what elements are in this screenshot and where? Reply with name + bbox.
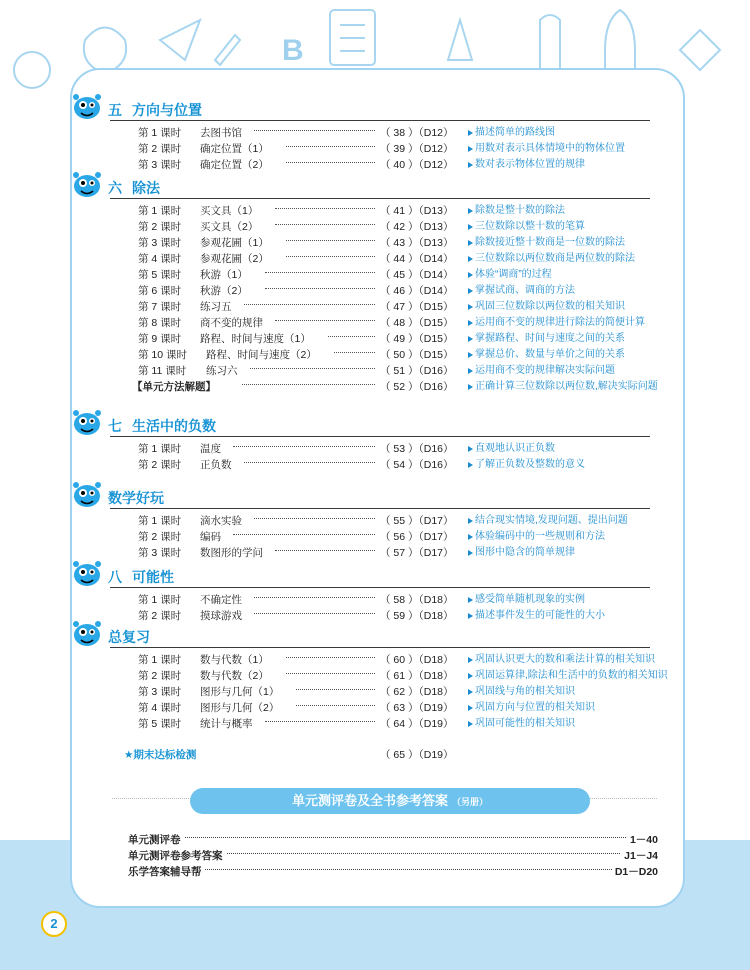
rabbit-monster-icon [70, 408, 104, 438]
lesson-description: 巩固线与角的相关知识 [475, 686, 575, 697]
triangle-arrow-icon [468, 597, 473, 603]
lesson-topic: 商不变的规律 [200, 317, 263, 329]
brain-icon [14, 52, 50, 88]
lesson-topic: 参观花圃（1） [200, 237, 269, 249]
lesson-topic: 练习五 [200, 301, 232, 313]
section-divider [110, 436, 650, 438]
lesson-description: 图形中隐含的简单规律 [475, 547, 575, 558]
leader-dots [275, 208, 375, 209]
toc-row[interactable] [72, 267, 687, 283]
lesson-description: 正确计算三位数除以两位数,解决实际问题 [475, 381, 658, 392]
triangle-arrow-icon [468, 721, 473, 727]
lesson-number: 第 6 课时 [138, 285, 182, 297]
lesson-description: 了解正负数及整数的意义 [475, 459, 585, 470]
lesson-description: 运用商不变的规律进行除法的简便计算 [475, 317, 645, 328]
section-title-text: 方向与位置 [132, 102, 202, 118]
lesson-description: 描述事件发生的可能性的大小 [475, 610, 605, 621]
page-reference: （ 46 ）（D14） [380, 285, 454, 297]
lesson-description: 三位数除以两位数商是两位数的除法 [475, 253, 635, 264]
lesson-description: 体验编码中的一些规则和方法 [475, 531, 605, 542]
lesson-topic: 图形与几何（2） [200, 702, 280, 714]
section-number: 七 [108, 418, 122, 434]
toc-row[interactable] [72, 529, 687, 545]
section-divider [110, 120, 650, 122]
lesson-description: 巩固方向与位置的相关知识 [475, 702, 595, 713]
contents-card [70, 68, 685, 908]
lesson-topic: 滴水实验 [200, 515, 242, 527]
lesson-topic: 参观花圃（2） [200, 253, 269, 265]
pencil-icon [448, 20, 472, 60]
page-reference: （ 53 ）（D16） [380, 443, 454, 455]
reference-pages: D1－D20 [612, 864, 658, 880]
ruler-icon [540, 15, 560, 70]
lesson-description: 巩固可能性的相关知识 [475, 718, 575, 729]
lesson-topic: 确定位置（2） [200, 159, 269, 171]
triangle-arrow-icon [468, 368, 473, 374]
toc-row[interactable] [72, 700, 687, 716]
page-reference: （ 61 ）（D18） [380, 670, 454, 682]
reference-row[interactable] [128, 864, 658, 880]
lesson-topic: 秋游（2） [200, 285, 248, 297]
toc-row[interactable] [72, 219, 687, 235]
triangle-arrow-icon [468, 518, 473, 524]
tentacle-monster-icon [70, 619, 104, 649]
lesson-number: 第 8 课时 [138, 317, 182, 329]
section-divider [110, 587, 650, 589]
leader-dots [296, 689, 375, 690]
lesson-number: 第 2 课时 [138, 531, 182, 543]
arrow-icon [215, 35, 240, 65]
horned-monster-icon [70, 170, 104, 200]
lesson-topic: 买文具（2） [200, 221, 259, 233]
lesson-topic: 数图形的学问 [200, 547, 263, 559]
final-test-label: ★期末达标检测 [124, 749, 197, 761]
paper-plane-icon [160, 20, 200, 60]
triangle-arrow-icon [468, 657, 473, 663]
cyclops-monster-icon [70, 480, 104, 510]
section-number: 五 [108, 102, 122, 118]
triangle-arrow-icon [468, 146, 473, 152]
leader-dots [233, 446, 375, 447]
toc-row[interactable] [72, 592, 687, 608]
lesson-number: 第 2 课时 [138, 610, 182, 622]
toc-row[interactable] [72, 608, 687, 624]
lesson-description: 结合现实情境,发现问题、提出问题 [475, 515, 628, 526]
leader-dots [265, 721, 376, 722]
page-reference: （ 62 ）（D18） [380, 686, 454, 698]
triangle-arrow-icon [468, 320, 473, 326]
section-title-text: 除法 [132, 180, 160, 196]
page-reference: （ 42 ）（D13） [380, 221, 454, 233]
triangle-arrow-icon [468, 208, 473, 214]
leader-dots [250, 368, 376, 369]
lesson-number: 第 4 课时 [138, 253, 182, 265]
lesson-number: 第 3 课时 [138, 159, 182, 171]
page-reference: （ 44 ）（D14） [380, 253, 454, 265]
lesson-description: 描述简单的路线图 [475, 127, 555, 138]
leader-dots [265, 288, 376, 289]
page-reference: （ 51 ）（D16） [380, 365, 454, 377]
toc-row[interactable] [72, 668, 687, 684]
triangle-arrow-icon [468, 534, 473, 540]
lesson-description: 数对表示物体位置的规律 [475, 159, 585, 170]
section-title-text: 数学好玩 [108, 490, 164, 506]
triangle-arrow-icon [468, 240, 473, 246]
section-title-text: 生活中的负数 [132, 418, 216, 434]
lesson-number: 第 2 课时 [138, 143, 182, 155]
lesson-description: 直观地认识正负数 [475, 443, 555, 454]
leader-dots [334, 352, 376, 353]
page-number: 2 [41, 911, 67, 937]
toc-row[interactable] [72, 203, 687, 219]
blob-monster-icon [70, 92, 104, 122]
leader-dots [233, 534, 375, 535]
lesson-description: 感受简单随机现象的实例 [475, 594, 585, 605]
leader-dots [244, 304, 376, 305]
reference-row[interactable] [128, 848, 658, 864]
section-divider [110, 508, 650, 510]
lesson-topic: 编码 [200, 531, 221, 543]
lesson-number: 第 5 课时 [138, 269, 182, 281]
lesson-topic: 确定位置（1） [200, 143, 269, 155]
lesson-number: 第 1 课时 [138, 205, 182, 217]
lesson-number: 第 1 课时 [138, 443, 182, 455]
toc-row[interactable] [72, 545, 687, 561]
page-reference: （ 39 ）（D12） [380, 143, 454, 155]
section-divider [110, 198, 650, 200]
reference-pages: J1－J4 [621, 848, 658, 864]
lesson-number: 第 1 课时 [138, 594, 182, 606]
leader-dots [286, 673, 376, 674]
section-title[interactable] [108, 416, 216, 436]
lesson-number: 第 1 课时 [138, 515, 182, 527]
lesson-topic: 去图书馆 [200, 127, 242, 139]
triangle-arrow-icon [468, 613, 473, 619]
reference-label: 单元测评卷 [128, 832, 184, 848]
lesson-number: 第 3 课时 [138, 547, 182, 559]
lesson-number: 第 1 课时 [138, 654, 182, 666]
triangle-arrow-icon [468, 162, 473, 168]
section-title-text: 可能性 [132, 569, 174, 585]
lesson-topic: 路程、时间与速度（2） [206, 349, 317, 361]
leader-dots [275, 550, 375, 551]
lesson-topic: 不确定性 [200, 594, 242, 606]
lesson-number: 第 2 课时 [138, 221, 182, 233]
rocket-icon [605, 10, 635, 75]
page-reference: （ 55 ）（D17） [380, 515, 454, 527]
page-reference: （ 41 ）（D13） [380, 205, 454, 217]
lesson-description: 掌握试商、调商的方法 [475, 285, 575, 296]
triangle-arrow-icon [468, 705, 473, 711]
lesson-number: 第 3 课时 [138, 686, 182, 698]
section-title-text: 总复习 [108, 629, 150, 645]
lesson-topic: 买文具（1） [200, 205, 259, 217]
lesson-topic: 练习六 [206, 365, 238, 377]
lesson-description: 掌握总价、数量与单价之间的关系 [475, 349, 625, 360]
lesson-description: 巩固认识更大的数和乘法计算的相关知识 [475, 654, 655, 665]
lesson-number: 第 11 课时 [138, 365, 187, 377]
page-reference: （ 49 ）（D15） [380, 333, 454, 345]
section-title[interactable] [108, 567, 174, 587]
page-reference: （ 63 ）（D19） [380, 702, 454, 714]
section-number: 六 [108, 180, 122, 196]
toc-row[interactable] [72, 513, 687, 529]
section-number: 八 [108, 569, 122, 585]
leader-dots [254, 613, 375, 614]
page-reference: （ 40 ）（D12） [380, 159, 454, 171]
triangle-arrow-icon [468, 130, 473, 136]
final-test-page: （ 65 ）（D19） [380, 749, 454, 761]
section-title[interactable] [108, 100, 202, 120]
lesson-topic: 图形与几何（1） [200, 686, 280, 698]
toc-row[interactable] [72, 251, 687, 267]
lesson-number: 第 1 课时 [138, 127, 182, 139]
leader-dots [275, 320, 375, 321]
leader-dots [286, 657, 376, 658]
lesson-description: 用数对表示具体情境中的物体位置 [475, 143, 625, 154]
lesson-topic: 正负数 [200, 459, 232, 471]
page-reference: （ 60 ）（D18） [380, 654, 454, 666]
lesson-number: 第 2 课时 [138, 459, 182, 471]
toc-row[interactable] [72, 125, 687, 141]
section-title[interactable] [108, 488, 164, 508]
page-reference: （ 47 ）（D15） [380, 301, 454, 313]
page-reference: （ 45 ）（D14） [380, 269, 454, 281]
page-reference: （ 56 ）（D17） [380, 531, 454, 543]
page-reference: （ 64 ）（D19） [380, 718, 454, 730]
triangle-arrow-icon [468, 336, 473, 342]
page-reference: （ 48 ）（D15） [380, 317, 454, 329]
diamond-icon [680, 30, 720, 70]
leader-dots [265, 272, 376, 273]
leader-dots [286, 146, 376, 147]
toc-row[interactable] [72, 716, 687, 732]
reference-row[interactable] [128, 832, 658, 848]
lesson-description: 三位数除以整十数的笔算 [475, 221, 585, 232]
triangle-arrow-icon [468, 462, 473, 468]
toc-row[interactable] [72, 283, 687, 299]
lesson-description: 掌握路程、时间与速度之间的关系 [475, 333, 625, 344]
doodle-letter-b: B [282, 34, 304, 67]
lesson-number: 第 4 课时 [138, 702, 182, 714]
lesson-number: 第 10 课时 [138, 349, 188, 361]
page-reference: （ 43 ）（D13） [380, 237, 454, 249]
lesson-number: 第 9 课时 [138, 333, 182, 345]
page-reference: （ 58 ）（D18） [380, 594, 454, 606]
toc-row[interactable] [72, 347, 687, 363]
lesson-number: 【单元方法解题】 [132, 381, 216, 393]
leader-dots [286, 256, 376, 257]
page-reference: （ 38 ）（D12） [380, 127, 454, 139]
toc-row[interactable] [72, 141, 687, 157]
triangle-arrow-icon [468, 256, 473, 262]
toc-row[interactable] [72, 315, 687, 331]
banner-title: 单元测评卷及全书参考答案 [291, 793, 448, 808]
lesson-topic: 数与代数（2） [200, 670, 269, 682]
lesson-number: 第 5 课时 [138, 718, 182, 730]
lesson-topic: 摸球游戏 [200, 610, 242, 622]
leader-dots [328, 336, 376, 337]
triangle-arrow-icon [468, 352, 473, 358]
final-test-row [72, 747, 687, 763]
toc-row[interactable] [72, 331, 687, 347]
page-reference: （ 54 ）（D16） [380, 459, 454, 471]
lesson-topic: 统计与概率 [200, 718, 253, 730]
leader-dots [254, 597, 375, 598]
page-reference: （ 52 ）（D16） [380, 381, 454, 393]
lesson-description: 巩固运算律,除法和生活中的负数的相关知识 [475, 670, 668, 681]
triangle-arrow-icon [468, 550, 473, 556]
triangle-arrow-icon [468, 446, 473, 452]
leader-dots [275, 224, 375, 225]
lesson-number: 第 7 课时 [138, 301, 182, 313]
leader-dots [296, 705, 375, 706]
star-monster-icon [70, 559, 104, 589]
toc-row[interactable] [72, 235, 687, 251]
triangle-arrow-icon [468, 288, 473, 294]
lesson-description: 除数接近整十数商是一位数的除法 [475, 237, 625, 248]
lesson-topic: 数与代数（1） [200, 654, 269, 666]
lesson-number: 第 2 课时 [138, 670, 182, 682]
lesson-topic: 温度 [200, 443, 221, 455]
triangle-arrow-icon [468, 673, 473, 679]
lesson-topic: 路程、时间与速度（1） [200, 333, 311, 345]
section-title[interactable] [108, 178, 160, 198]
section-divider [110, 647, 650, 649]
reference-label: 单元测评卷参考答案 [128, 848, 226, 864]
toc-row[interactable] [72, 684, 687, 700]
triangle-arrow-icon [468, 689, 473, 695]
lesson-description: 体验“调商”的过程 [475, 269, 552, 280]
leader-dots [286, 162, 376, 163]
leader-dots [286, 240, 376, 241]
leader-dots [254, 130, 375, 131]
triangle-arrow-icon [468, 304, 473, 310]
answers-banner [190, 788, 590, 814]
toc-row[interactable] [72, 652, 687, 668]
reference-label: 乐学答案辅导帮 [128, 864, 205, 880]
toc-row[interactable] [72, 441, 687, 457]
banner-note: （另册） [452, 797, 489, 807]
toc-row[interactable] [72, 363, 687, 379]
leader-dots [242, 384, 375, 385]
toc-row[interactable] [72, 379, 687, 395]
lesson-description: 巩固三位数除以两位数的相关知识 [475, 301, 625, 312]
triangle-arrow-icon [468, 272, 473, 278]
lesson-number: 第 3 课时 [138, 237, 182, 249]
triangle-arrow-icon [468, 224, 473, 230]
toc-row[interactable] [72, 157, 687, 173]
lesson-topic: 秋游（1） [200, 269, 248, 281]
page-reference: （ 57 ）（D17） [380, 547, 454, 559]
page-reference: （ 59 ）（D18） [380, 610, 454, 622]
page-reference: （ 50 ）（D15） [380, 349, 454, 361]
toc-row[interactable] [72, 299, 687, 315]
lesson-description: 除数是整十数的除法 [475, 205, 565, 216]
leader-dots [254, 518, 375, 519]
toc-row[interactable] [72, 457, 687, 473]
triangle-arrow-icon [468, 384, 473, 390]
leader-dots [244, 462, 376, 463]
reference-pages: 1－40 [627, 832, 658, 848]
section-title[interactable] [108, 627, 150, 647]
lesson-description: 运用商不变的规律解决实际问题 [475, 365, 615, 376]
